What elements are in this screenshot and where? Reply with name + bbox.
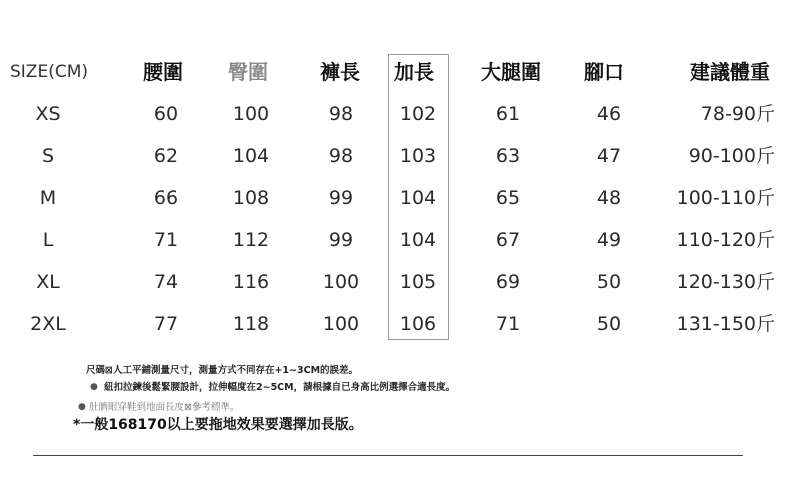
waist-cell: 66 bbox=[153, 187, 179, 209]
hip-cell: 118 bbox=[232, 313, 270, 335]
hem-cell: 46 bbox=[596, 103, 622, 125]
hip-cell: 108 bbox=[232, 187, 270, 209]
extended-length-cell: 102 bbox=[399, 103, 437, 125]
length-cell: 98 bbox=[328, 145, 354, 167]
header-hip: 臀圍 bbox=[228, 60, 268, 84]
waist-cell: 74 bbox=[153, 271, 179, 293]
hip-cell: 116 bbox=[232, 271, 270, 293]
header-thigh: 大腿圍 bbox=[481, 60, 541, 84]
extended-length-cell: 104 bbox=[399, 187, 437, 209]
weight-cell: 90-100斤 bbox=[688, 145, 775, 167]
thigh-cell: 63 bbox=[495, 145, 521, 167]
weight-cell: 120-130斤 bbox=[676, 271, 775, 293]
note-measurement-error: 尺碼⊠人工平鋪測量尺寸，測量方式不同存在+1~3CM的誤差。 bbox=[86, 365, 359, 376]
header-length: 褲長 bbox=[320, 60, 360, 84]
bottom-divider bbox=[33, 455, 743, 456]
waist-cell: 71 bbox=[153, 229, 179, 251]
hem-cell: 50 bbox=[596, 313, 622, 335]
note-length-reference: 肚臍眼穿鞋到地面長度⊠參考標準。 bbox=[89, 402, 240, 413]
size-cell: M bbox=[39, 187, 57, 209]
header-hem: 腳口 bbox=[584, 60, 624, 84]
header-size: SIZE(CM) bbox=[10, 62, 88, 82]
size-cell: S bbox=[41, 145, 55, 167]
header-extended-length: 加長 bbox=[394, 60, 434, 84]
weight-cell: 131-150斤 bbox=[676, 313, 775, 335]
hem-cell: 48 bbox=[596, 187, 622, 209]
note-extended-version: *一般168170以上要拖地效果要選擇加長版。 bbox=[73, 417, 363, 433]
size-cell: XL bbox=[36, 271, 60, 293]
hip-cell: 112 bbox=[232, 229, 270, 251]
length-cell: 100 bbox=[322, 313, 360, 335]
thigh-cell: 61 bbox=[495, 103, 521, 125]
note-bullet: ● bbox=[78, 402, 86, 412]
length-cell: 98 bbox=[328, 103, 354, 125]
extended-length-cell: 103 bbox=[399, 145, 437, 167]
hip-cell: 104 bbox=[232, 145, 270, 167]
thigh-cell: 69 bbox=[495, 271, 521, 293]
note-elastic-waist: 紐扣拉鍊後鬆緊腰設計，拉伸幅度在2~5CM，請根據自已身高比例選擇合適長度。 bbox=[104, 382, 456, 393]
extended-length-cell: 104 bbox=[399, 229, 437, 251]
weight-cell: 78-90斤 bbox=[700, 103, 775, 125]
extended-length-cell: 105 bbox=[399, 271, 437, 293]
hem-cell: 50 bbox=[596, 271, 622, 293]
thigh-cell: 67 bbox=[495, 229, 521, 251]
note-bullet: ● bbox=[90, 382, 98, 392]
header-waist: 腰圍 bbox=[143, 60, 183, 84]
weight-cell: 100-110斤 bbox=[676, 187, 775, 209]
length-cell: 99 bbox=[328, 187, 354, 209]
weight-cell: 110-120斤 bbox=[676, 229, 775, 251]
waist-cell: 60 bbox=[153, 103, 179, 125]
hem-cell: 47 bbox=[596, 145, 622, 167]
header-weight: 建議體重 bbox=[690, 60, 770, 84]
length-cell: 99 bbox=[328, 229, 354, 251]
thigh-cell: 65 bbox=[495, 187, 521, 209]
waist-cell: 62 bbox=[153, 145, 179, 167]
hip-cell: 100 bbox=[232, 103, 270, 125]
thigh-cell: 71 bbox=[495, 313, 521, 335]
extended-length-cell: 106 bbox=[399, 313, 437, 335]
length-cell: 100 bbox=[322, 271, 360, 293]
waist-cell: 77 bbox=[153, 313, 179, 335]
size-cell: 2XL bbox=[30, 313, 66, 335]
hem-cell: 49 bbox=[596, 229, 622, 251]
size-cell: L bbox=[42, 229, 54, 251]
size-cell: XS bbox=[35, 103, 61, 125]
